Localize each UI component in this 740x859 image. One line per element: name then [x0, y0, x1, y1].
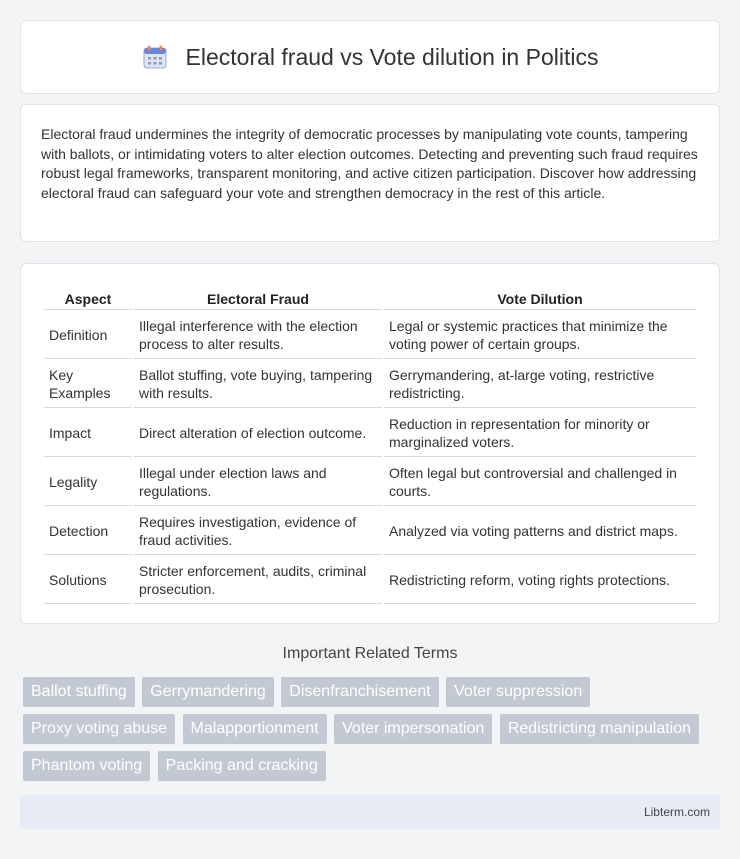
related-terms-tags: [23, 677, 723, 788]
term-tag[interactable]: Malapportionment: [183, 714, 327, 744]
aspect-cell: Impact: [44, 410, 132, 457]
term-tag[interactable]: Disenfranchisement: [281, 677, 438, 707]
comparison-table-card: [20, 263, 720, 624]
aspect-cell: Definition: [44, 312, 132, 359]
header-vote-dilution: Vote Dilution: [384, 286, 696, 310]
electoral-fraud-cell: Direct alteration of election outcome.: [134, 410, 382, 457]
term-tag[interactable]: Packing and cracking: [158, 751, 326, 781]
table-row: [44, 459, 696, 506]
electoral-fraud-cell: Illegal interference with the election process to alter results.: [134, 312, 382, 359]
table-row: [44, 508, 696, 555]
aspect-cell: Legality: [44, 459, 132, 506]
page-title: Electoral fraud vs Vote dilution in Politics: [185, 43, 599, 70]
electoral-fraud-cell: Requires investigation, evidence of fraud activities.: [134, 508, 382, 555]
vote-dilution-cell: Reduction in representation for minority or marginalized voters.: [384, 410, 696, 457]
header-aspect: Aspect: [44, 286, 132, 310]
table-row: [44, 557, 696, 604]
table-row: [44, 361, 696, 408]
table-row: [44, 410, 696, 457]
term-tag[interactable]: Redistricting manipulation: [500, 714, 699, 744]
term-tag[interactable]: Proxy voting abuse: [23, 714, 175, 744]
table-header-row: [44, 286, 696, 310]
aspect-cell: Solutions: [44, 557, 132, 604]
term-tag[interactable]: Gerrymandering: [142, 677, 274, 707]
table-row: [44, 312, 696, 359]
electoral-fraud-cell: Stricter enforcement, audits, criminal prosecution.: [134, 557, 382, 604]
vote-dilution-cell: Legal or systemic practices that minimize the voting power of certain groups.: [384, 312, 696, 359]
aspect-cell: Detection: [44, 508, 132, 555]
calendar-icon: [142, 44, 168, 70]
intro-card: [20, 104, 720, 242]
vote-dilution-cell: Gerrymandering, at-large voting, restrictive redistricting.: [384, 361, 696, 408]
vote-dilution-cell: Analyzed via voting patterns and district maps.: [384, 508, 696, 555]
vote-dilution-cell: Often legal but controversial and challenged in courts.: [384, 459, 696, 506]
header-card: [20, 20, 720, 94]
term-tag[interactable]: Ballot stuffing: [23, 677, 135, 707]
aspect-cell: Key Examples: [44, 361, 132, 408]
term-tag[interactable]: Phantom voting: [23, 751, 150, 781]
term-tag[interactable]: Voter impersonation: [334, 714, 492, 744]
related-terms-heading: Important Related Terms: [282, 645, 458, 662]
electoral-fraud-cell: Illegal under election laws and regulations.: [134, 459, 382, 506]
footer: [20, 795, 720, 829]
vote-dilution-cell: Redistricting reform, voting rights protections.: [384, 557, 696, 604]
header-electoral-fraud: Electoral Fraud: [134, 286, 382, 310]
comparison-table: [42, 284, 698, 606]
term-tag[interactable]: Voter suppression: [446, 677, 590, 707]
electoral-fraud-cell: Ballot stuffing, vote buying, tampering with results.: [134, 361, 382, 408]
intro-text: Electoral fraud undermines the integrity of democratic processes by manipulating vote counts, tampering with ballots, or intimidating voters to alter election outcomes. Detecting and preventing such fraud requires robust legal frameworks, transparent monitoring, and active citizen participation. Discover how addressing electoral fraud can safeguard your vote and strengthen democracy in the rest of this article.: [41, 126, 698, 201]
footer-site-link[interactable]: Libterm.com: [643, 805, 710, 819]
